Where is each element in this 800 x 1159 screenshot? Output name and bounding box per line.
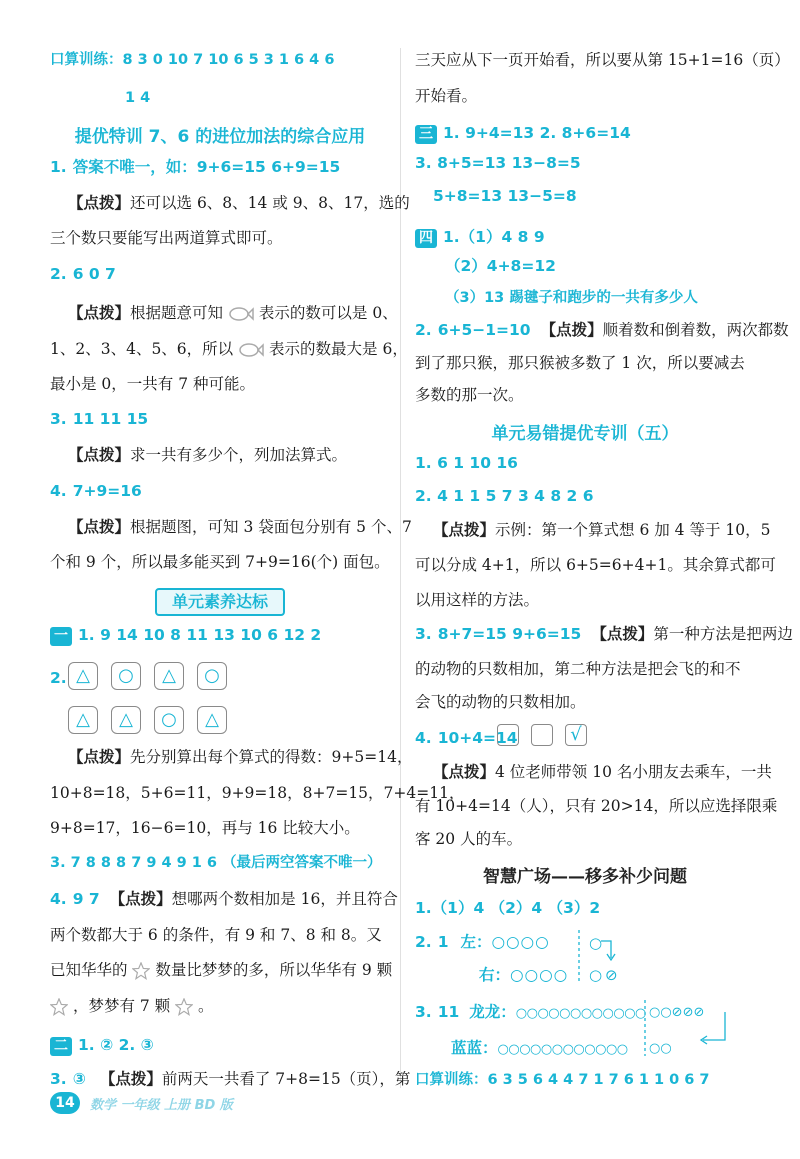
hint-text: 数量比梦梦的多，所以华华有 9 颗: [155, 961, 393, 979]
hint-sec1-4-cont: 两个数都大于 6 的条件，有 9 和 7、8 和 8。又: [50, 926, 382, 944]
hint-continued: 三天应从下一页开始看，所以要从第 15+1=16（页）: [415, 51, 790, 69]
hint-text: 根据题图，可知 3 袋面包分别有 5 个、7: [130, 518, 412, 536]
section-one-line: [50, 625, 321, 646]
hint-text: 顺着数和倒着数，两次都数: [602, 321, 789, 339]
hint-text: 示例：第一个算式想 6 加 4 等于 10，5: [495, 521, 771, 539]
left-label: 左：: [460, 933, 492, 951]
question-number: 2.: [50, 669, 67, 687]
move-arrow-diagram: [575, 928, 625, 988]
hint-text: 还可以选 6、8、14 或 9、8、17，选的: [130, 194, 410, 212]
svg-text:⊘: ⊘: [605, 966, 618, 984]
section-two-line: [50, 1035, 154, 1056]
hint-text: ，梦梦有 7 颗: [72, 997, 171, 1015]
section-four-line-1: [415, 227, 545, 248]
row-label: 蓝蓝：: [451, 1039, 498, 1057]
hint-4: [68, 517, 412, 537]
wisdom-answer-3-row2: [451, 1038, 628, 1060]
question-number: 3.: [50, 410, 67, 428]
row-label: 龙龙：: [469, 1003, 516, 1021]
answer-text: 11 11 15: [72, 410, 149, 428]
section-title-wisdom-square: 智慧广场——移多补少问题: [483, 867, 687, 887]
circle-row: ○○○○○○○○○○○○: [497, 1042, 628, 1057]
answer-sec1-4: [50, 889, 398, 909]
answer-text: 答案不唯一，如：9+6=15 6+9=15: [72, 158, 341, 176]
star-icon: [132, 962, 150, 980]
error-hint-3-cont: 的动物的只数相加，第二种方法是把会飞的和不: [415, 660, 741, 678]
answer-text: 10+4=14: [437, 729, 518, 747]
section-title-special-training: 提优特训 7、6 的进位加法的综合应用: [74, 127, 366, 147]
hint-label: 【点拨】: [591, 625, 654, 643]
section-four-line-2: （2）4+8=12: [445, 257, 556, 275]
wisdom-answer-3: [415, 1002, 646, 1024]
section-title-unit-assessment: 单元素养达标: [155, 588, 285, 616]
question-number: 3.: [415, 625, 432, 643]
hint-text: 已知华华的: [50, 961, 128, 979]
hint-label: 【点拨】: [68, 748, 131, 766]
error-answer-1: 1. 6 1 10 16: [415, 454, 518, 472]
svg-text:○○⊘⊘⊘: ○○⊘⊘⊘: [649, 1005, 705, 1020]
hint-label: 【点拨】: [68, 304, 131, 322]
answer-text: 1. 9 14 10 8 11 13 10 6 12 2: [78, 626, 322, 644]
svg-text:○○: ○○: [649, 1041, 672, 1056]
choice-checkbox: [531, 724, 553, 746]
answer-text: 11: [437, 1003, 460, 1021]
error-answer-3: [415, 624, 793, 644]
shape-answer-box: △: [111, 706, 141, 734]
right-label: 右：: [479, 966, 511, 984]
error-hint-4: [433, 762, 772, 782]
hint-label: 【点拨】: [99, 1070, 162, 1088]
wisdom-answer-2: [415, 932, 550, 952]
book-info: 数学 一年级 上册 BD 版: [90, 1098, 233, 1113]
section-title-error-training: 单元易错提优专训（五）: [491, 424, 679, 444]
error-hint-2-cont: 可以分成 4+1，所以 6+5=6+4+1。其余算式都可: [415, 556, 776, 574]
fish-icon: [238, 341, 264, 359]
hint-text: 根据题意可知: [130, 304, 224, 322]
question-number: 4.: [415, 729, 432, 747]
svg-text:○: ○: [589, 934, 603, 952]
section-badge: 四: [415, 229, 437, 248]
question-number: 3.: [50, 1070, 67, 1088]
hint-label: 【点拨】: [68, 194, 131, 212]
answer-sec4-2: [415, 320, 789, 340]
answer-text: 1: [437, 933, 449, 951]
answer-text: 1. ② 2. ③: [78, 1036, 154, 1054]
section-three-line-1: [415, 123, 631, 144]
page-number: 14: [50, 1092, 80, 1114]
hint-label: 【点拨】: [540, 321, 603, 339]
hint-1-cont: 三个数只要能写出两道算式即可。: [50, 229, 283, 247]
hint-label: 【点拨】: [68, 446, 131, 464]
circle-row: ○○○○: [491, 933, 550, 951]
answer-text: 6 0 7: [72, 265, 116, 283]
wisdom-answer-2-row2: [479, 965, 568, 985]
shape-answer-box: △: [154, 662, 184, 690]
hint-sec1-4-cont-2: [50, 960, 392, 980]
section-badge: 三: [415, 125, 437, 144]
circle-row: ○○○○: [510, 966, 569, 984]
svg-text:○: ○: [589, 966, 603, 984]
circle-row: ○○○○○○○○○○○○: [515, 1006, 646, 1021]
question-number: 2.: [415, 933, 432, 951]
question-number: 2.: [415, 321, 432, 339]
hint-1: [68, 193, 410, 213]
hint-text: 求一共有多少个，列加法算式。: [130, 446, 348, 464]
shape-answer-box: △: [197, 706, 227, 734]
question-number: 3.: [415, 1003, 432, 1021]
question-number: 1.: [50, 158, 67, 176]
answer-text: 7+9=16: [72, 482, 142, 500]
hint-2-cont-2: 最小是 0，一共有 7 种可能。: [50, 375, 256, 393]
section-three-line-3: 5+8=13 13−5=8: [433, 187, 577, 205]
question-number: 4.: [50, 890, 67, 908]
answer-text: 8+7=15 9+6=15: [437, 625, 582, 643]
answer-text: 1. 9+4=13 2. 8+6=14: [443, 124, 631, 142]
error-hint-2: [433, 520, 770, 540]
error-hint-3-cont-2: 会飞的动物的只数相加。: [415, 693, 586, 711]
shape-answer-box: ○: [197, 662, 227, 690]
mental-math-line-2: 1 4: [125, 90, 151, 106]
section-badge: 二: [50, 1037, 72, 1056]
error-hint-4-cont: 有 10+4=14（人），只有 20>14，所以应选择限乘: [415, 797, 778, 815]
section-badge: 一: [50, 627, 72, 646]
hint-text: 表示的数可以是 0、: [258, 304, 398, 322]
question-number: 4.: [50, 482, 67, 500]
star-icon: [175, 998, 193, 1016]
hint-2-cont: [50, 339, 408, 359]
wisdom-answer-1: 1.（1）4 （2）4 （3）2: [415, 899, 601, 917]
answer-3: [50, 409, 148, 429]
section-three-line-2: 3. 8+5=13 13−8=5: [415, 154, 581, 172]
hint-sec4-2-cont: 到了那只猴，那只猴被多数了 1 次，所以要减去: [415, 354, 745, 372]
transfer-arrow-diagram: [641, 998, 741, 1060]
hint-sec1-2-cont: 10+8=18，5+6=11，9+9=18，8+7=15，7+4=11，: [50, 784, 465, 802]
hint-4-cont: 个和 9 个，所以最多能买到 7+9=16(个) 面包。: [50, 553, 390, 571]
shape-answer-box: △: [68, 706, 98, 734]
error-hint-2-cont-2: 以用这样的方法。: [415, 591, 540, 609]
question-number: 2.: [50, 265, 67, 283]
choice-checkbox: [497, 724, 519, 746]
choice-checkbox-checked: √: [565, 724, 587, 746]
hint-label: 【点拨】: [433, 763, 496, 781]
shape-answer-box: ○: [111, 662, 141, 690]
hint-sec4-2-cont-2: 多数的那一次。: [415, 386, 524, 404]
error-answer-2: 2. 4 1 1 5 7 3 4 8 2 6: [415, 487, 594, 505]
hint-text: 4 位老师带领 10 名小朋友去乘车，一共: [495, 763, 772, 781]
shape-answer-box: ○: [154, 706, 184, 734]
hint-label: 【点拨】: [109, 890, 172, 908]
hint-text: 前两天一共看了 7+8=15（页），第: [161, 1070, 411, 1088]
hint-text: 1、2、3、4、5、6，所以: [50, 340, 234, 358]
hint-3: [68, 445, 347, 465]
hint-label: 【点拨】: [433, 521, 496, 539]
error-hint-4-cont-2: 客 20 人的车。: [415, 830, 523, 848]
answer-sec1-3: 3. 7 8 8 8 7 9 4 9 1 6 （最后两空答案不唯一）: [50, 855, 382, 871]
hint-sec1-4-cont-3: ，梦梦有 7 颗 。: [50, 996, 214, 1016]
star-icon: [50, 998, 68, 1016]
hint-text: 表示的数最大是 6，: [269, 340, 408, 358]
answer-text: 6+5−1=10: [437, 321, 531, 339]
answer-sec2-3: [50, 1069, 410, 1089]
hint-text: 想哪两个数相加是 16，并且符合: [171, 890, 398, 908]
answer-1: [50, 157, 340, 177]
mental-math-line-right: 口算训练：6 3 5 6 4 4 7 1 7 6 1 1 0 6 7: [415, 1072, 710, 1088]
answer-2: [50, 264, 116, 284]
answer-4: [50, 481, 142, 501]
hint-sec1-2-cont-2: 9+8=17，16−6=10，再与 16 比较大小。: [50, 819, 360, 837]
hint-sec1-2: [68, 747, 412, 767]
hint-text: 第一种方法是把两边: [653, 625, 793, 643]
fish-icon: [228, 305, 254, 323]
answer-text: 1.（1）4 8 9: [443, 228, 545, 246]
hint-2: [68, 303, 398, 323]
answer-text: 9 7: [72, 890, 100, 908]
hint-label: 【点拨】: [68, 518, 131, 536]
shape-answer-box: △: [68, 662, 98, 690]
hint-text: 先分别算出每个算式的得数：9+5=14，: [130, 748, 413, 766]
mental-math-line: 口算训练：8 3 0 10 7 10 6 5 3 1 6 4 6: [50, 52, 335, 68]
section-four-line-3: （3）13 踢毽子和跑步的一共有多少人: [445, 290, 698, 306]
answer-text: ③: [72, 1070, 86, 1088]
hint-continued-2: 开始看。: [415, 87, 478, 105]
